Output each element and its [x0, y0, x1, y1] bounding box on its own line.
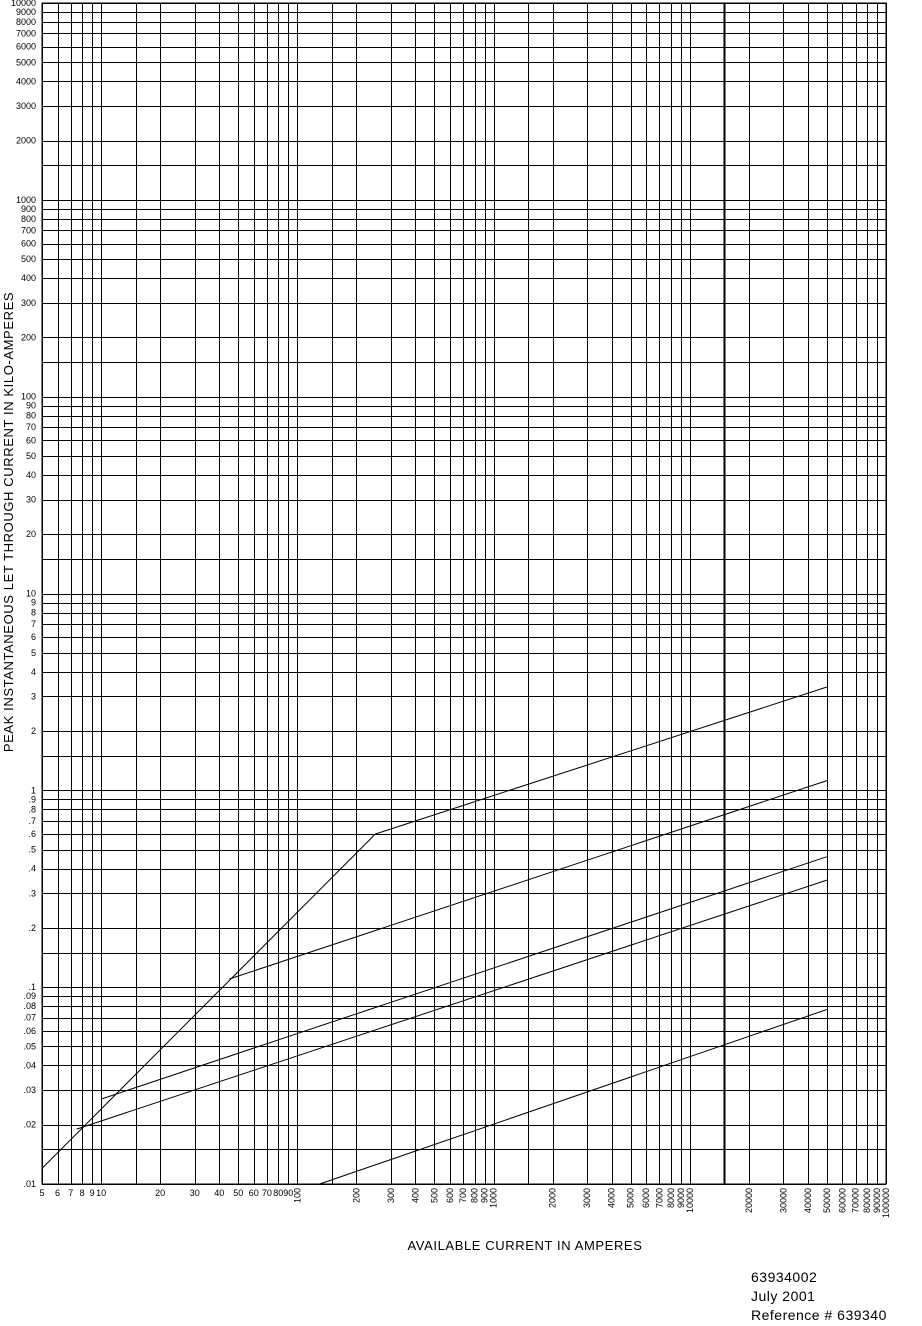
x-tick-label: 700 [458, 1188, 469, 1204]
y-tick-label: 4000 [15, 76, 36, 87]
y-tick-label: 10 [25, 588, 36, 599]
y-tick-label: 30 [25, 494, 36, 505]
x-tick-label: 400 [410, 1188, 421, 1204]
y-tick-label: 60 [25, 435, 36, 446]
x-tick-label: 80000 [862, 1188, 872, 1214]
y-tick-label: .04 [23, 1060, 36, 1071]
x-tick-label: 20 [155, 1188, 166, 1198]
x-tick-label: 7000 [654, 1188, 665, 1209]
x-tick-label: 10000 [684, 1188, 695, 1214]
x-tick-label: 80 [273, 1188, 284, 1198]
x-tick-label: 100000 [881, 1188, 891, 1219]
x-tick-label: 6000 [641, 1188, 652, 1209]
x-tick-label: 500 [429, 1188, 440, 1204]
y-tick-label: .07 [23, 1012, 36, 1023]
y-tick-label: 2 [30, 726, 36, 737]
y-tick-label: .4 [28, 863, 36, 874]
y-tick-label: .1 [28, 982, 36, 993]
y-tick-label: 20 [25, 529, 36, 540]
y-tick-label: 300 [20, 297, 36, 308]
y-tick-label: 4 [30, 666, 36, 677]
y-tick-label: 40 [25, 470, 36, 480]
y-tick-label: 7000 [15, 28, 36, 39]
y-tick-label: 1 [30, 785, 36, 796]
y-tick-label: 50 [25, 450, 36, 461]
x-tick-label: 90000 [872, 1188, 882, 1214]
document-date: July 2001 [751, 1288, 816, 1304]
y-tick-label: .02 [23, 1119, 36, 1130]
x-tick-label: 300 [385, 1188, 396, 1204]
y-tick-label: 8 [30, 607, 36, 618]
x-tick-label: 10 [96, 1188, 107, 1198]
y-tick-label: 90 [25, 400, 36, 411]
y-tick-label: 3 [30, 691, 36, 702]
x-tick-label: 9000 [675, 1188, 686, 1209]
y-tick-label: 200 [20, 332, 36, 343]
x-tick-label: 70 [261, 1188, 272, 1198]
y-tick-label: 6 [30, 632, 36, 643]
gridlines [42, 3, 887, 1185]
x-tick-label: 800 [469, 1188, 480, 1204]
x-tick-label: 30 [189, 1188, 200, 1198]
y-tick-label: 80 [25, 410, 36, 421]
x-tick-label: 900 [479, 1188, 490, 1204]
x-tick-label: 30000 [778, 1188, 789, 1214]
x-tick-label: 1000 [488, 1188, 499, 1209]
y-tick-label: 7 [30, 619, 36, 629]
series-line-4 [77, 880, 827, 1129]
y-tick-label: 9000 [15, 7, 36, 17]
y-tick-label: 8000 [15, 17, 36, 28]
y-tick-label: .9 [28, 794, 36, 805]
x-tick-labels [39, 1188, 891, 1218]
x-tick-label: 60 [248, 1188, 259, 1198]
x-tick-label: 5000 [625, 1188, 636, 1209]
y-tick-label: .05 [23, 1041, 36, 1052]
y-tick-label: 9 [30, 597, 36, 608]
y-tick-label: .5 [28, 844, 36, 855]
x-tick-label: 20000 [743, 1188, 754, 1214]
x-tick-label: 100 [292, 1188, 303, 1204]
y-tick-label: 5 [30, 647, 36, 658]
y-tick-label: 10000 [10, 0, 36, 8]
x-tick-label: 90 [283, 1188, 294, 1198]
reference-number: Reference # 639340 [751, 1307, 887, 1323]
x-tick-label: 4000 [606, 1188, 617, 1209]
y-tick-label: 400 [20, 273, 36, 284]
x-tick-label: 9 [89, 1188, 95, 1198]
y-tick-label: .6 [28, 829, 36, 839]
y-tick-label: .2 [28, 922, 36, 933]
y-tick-label: .06 [23, 1025, 36, 1036]
x-tick-label: 2000 [547, 1188, 558, 1209]
x-tick-label: 8 [79, 1188, 85, 1198]
x-tick-label: 7 [68, 1188, 74, 1198]
x-tick-label: 50 [233, 1188, 244, 1198]
x-tick-label: 200 [351, 1188, 362, 1204]
y-tick-label: 6000 [15, 41, 36, 52]
y-tick-label: 1000 [15, 194, 36, 205]
x-tick-label: 40 [214, 1188, 225, 1198]
y-tick-label: 3000 [15, 100, 36, 111]
x-tick-label: 40000 [802, 1188, 813, 1214]
y-tick-label: 600 [20, 238, 36, 249]
y-tick-label: 800 [20, 213, 36, 224]
y-tick-label: .08 [23, 1001, 36, 1012]
y-tick-label: 900 [20, 203, 36, 214]
document-number: 63934002 [751, 1269, 818, 1285]
x-tick-label: 60000 [837, 1188, 848, 1214]
y-tick-label: 5000 [15, 57, 36, 68]
x-tick-label: 8000 [665, 1188, 676, 1209]
x-tick-label: 600 [445, 1188, 455, 1204]
x-tick-label: 70000 [850, 1188, 861, 1214]
y-tick-label: .8 [28, 804, 36, 815]
y-axis-title: PEAK INSTANTANEOUS LET THROUGH CURRENT IN KILO-AMPERES [1, 291, 16, 753]
y-tick-label: 500 [20, 254, 36, 265]
y-tick-label: .7 [28, 815, 36, 826]
x-axis-title: AVAILABLE CURRENT IN AMPERES [407, 1238, 643, 1253]
document-footer [751, 1268, 887, 1325]
y-tick-label: .3 [28, 888, 36, 899]
x-tick-label: 5 [39, 1188, 45, 1198]
y-tick-label: 700 [20, 225, 36, 236]
y-tick-label: 70 [25, 422, 36, 433]
x-tick-label: 50000 [821, 1188, 832, 1214]
y-tick-label: 100 [20, 391, 36, 402]
x-tick-label: 3000 [582, 1188, 593, 1209]
y-tick-label: .01 [23, 1179, 36, 1189]
x-tick-label: 6 [54, 1188, 61, 1198]
y-tick-label: .09 [23, 991, 36, 1002]
y-tick-label: .03 [23, 1085, 36, 1096]
series-line-5 [320, 1010, 827, 1185]
y-tick-label: 2000 [15, 135, 36, 146]
